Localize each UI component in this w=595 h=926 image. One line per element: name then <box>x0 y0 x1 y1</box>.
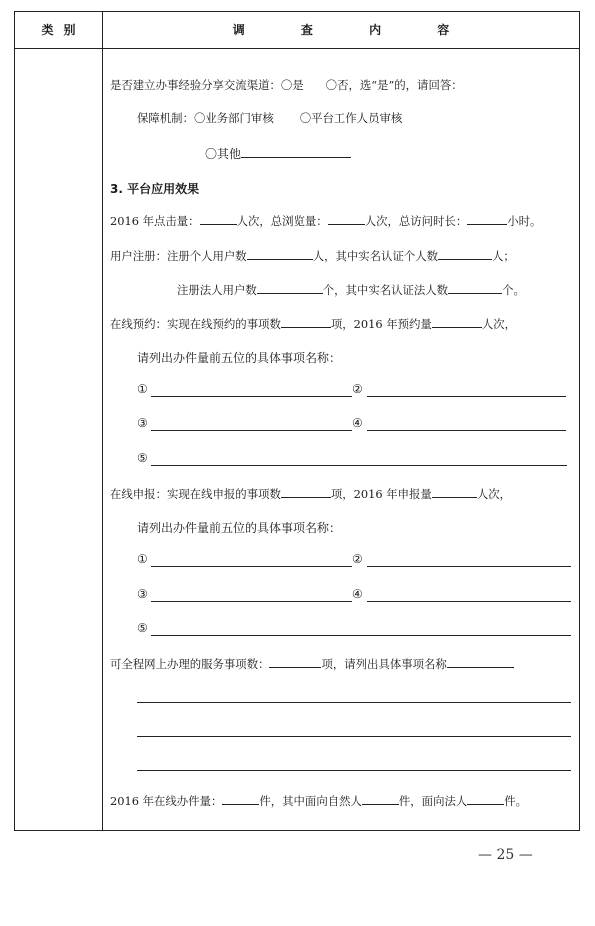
option-staff-review[interactable]: 〇平台工作人员审核 <box>299 111 403 125</box>
declare-item-1-input[interactable] <box>151 566 352 567</box>
question-mechanism-other <box>205 145 351 162</box>
declare-list-prompt: 请列出办件量前五位的具体事项名称： <box>137 521 342 535</box>
full-online-names-line-2[interactable] <box>137 736 571 737</box>
declare-item-5-input[interactable] <box>151 635 571 636</box>
handled-legal-input[interactable] <box>467 792 504 805</box>
section-title: 3. 平台应用效果 <box>110 182 200 196</box>
declare-item-2-input[interactable] <box>367 566 571 567</box>
personal-verified-input[interactable] <box>438 247 492 260</box>
full-online-names-line-1[interactable] <box>137 702 571 703</box>
handled-total-input[interactable] <box>222 792 259 805</box>
legal-users-input[interactable] <box>257 281 323 294</box>
other-input[interactable] <box>241 145 351 158</box>
declare-item-3-number: ③ <box>137 587 148 601</box>
declare-item-4-input[interactable] <box>367 601 571 602</box>
question-visits: 2016 年点击量： 人次，总浏览量： 人次，总访问时长： 小时。 <box>110 214 542 228</box>
handled-natural-input[interactable] <box>362 792 399 805</box>
booking-item-2-number: ② <box>352 382 363 396</box>
clicks-input[interactable] <box>200 212 237 225</box>
full-online-names-input[interactable] <box>447 655 514 668</box>
question-full-online: 可全程网上办理的服务事项数： 项，请列出具体事项名称 <box>110 655 514 672</box>
header-category: 类别 <box>41 23 86 37</box>
declare-item-3-input[interactable] <box>151 601 352 602</box>
full-online-count-input[interactable] <box>269 655 321 668</box>
booking-item-4-number: ④ <box>352 416 363 430</box>
booking-item-5-number: ⑤ <box>137 451 148 465</box>
booking-item-1-input[interactable] <box>151 396 352 397</box>
booking-item-5-input[interactable] <box>151 465 567 466</box>
column-divider <box>102 12 103 830</box>
views-input[interactable] <box>328 212 365 225</box>
full-online-names-line-3[interactable] <box>137 770 571 771</box>
declare-item-4-number: ④ <box>352 587 363 601</box>
booking-item-3-input[interactable] <box>151 430 352 431</box>
question-mechanism: 保障机制：〇业务部门审核 〇平台工作人员审核 <box>137 111 403 125</box>
header-content: 调 查 内 容 <box>232 23 476 37</box>
option-dept-review[interactable]: 〇业务部门审核 <box>193 111 274 125</box>
booking-item-1-number: ① <box>137 382 148 396</box>
booking-item-3-number: ③ <box>137 416 148 430</box>
option-yes[interactable]: 〇是 <box>280 78 304 92</box>
booking-list-prompt: 请列出办件量前五位的具体事项名称： <box>137 351 342 365</box>
booking-volume-input[interactable] <box>432 315 482 328</box>
booking-items-input[interactable] <box>281 315 331 328</box>
question-declare: 在线申报：实现在线申报的事项数 项，2016 年申报量 人次， <box>110 487 512 501</box>
personal-users-input[interactable] <box>247 247 313 260</box>
declare-item-5-number: ⑤ <box>137 621 148 635</box>
declare-item-1-number: ① <box>137 552 148 566</box>
header-divider <box>15 48 579 49</box>
declare-item-2-number: ② <box>352 552 363 566</box>
booking-item-2-input[interactable] <box>367 396 566 397</box>
question-booking: 在线预约：实现在线预约的事项数 项，2016 年预约量 人次， <box>110 317 517 331</box>
question-register-legal: 注册法人用户数 个，其中实名认证法人数 个。 <box>177 283 525 297</box>
survey-table <box>14 11 580 831</box>
question-sharing-channel: 是否建立办事经验分享交流渠道：〇是 〇否，选“是”的，请回答： <box>110 78 463 92</box>
question-handled: 2016 年在线办件量： 件，其中面向自然人 件，面向法人 件。 <box>110 794 528 808</box>
duration-input[interactable] <box>467 212 507 225</box>
booking-item-4-input[interactable] <box>367 430 566 431</box>
declare-items-input[interactable] <box>281 485 331 498</box>
option-other[interactable]: 〇其他 <box>205 147 242 161</box>
question-register: 用户注册：注册个人用户数 人，其中实名认证个人数 人； <box>110 249 515 263</box>
option-no[interactable]: 〇否，选“是”的，请回答： <box>325 78 463 92</box>
declare-volume-input[interactable] <box>432 485 477 498</box>
legal-verified-input[interactable] <box>448 281 502 294</box>
page-number: — 25 — <box>478 847 533 863</box>
